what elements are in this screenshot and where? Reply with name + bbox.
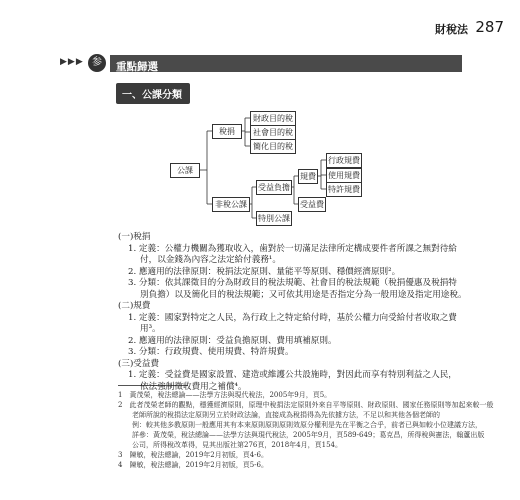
benefit-node: 受益負擔 [256,180,292,195]
footnote: 詳參：黃茂榮，稅法總論——法學方法與現代稅法，2005年9月，頁589-649；葛克昌，所得稅與憲法，翰蘆出版 [118,431,485,439]
benefit-charge-node: 受益費 [298,197,326,212]
fee-child-admin: 行政規費 [326,153,362,168]
arrows-icon: ▶▶▶ [60,57,84,67]
section-item: 付，以金錢為內容之法定給付義務¹。 [140,255,281,265]
section-item: 1. 定義：受益費是國家設置、建造或維護公共設施時，對因此而享有特別利益之人民， [128,370,457,380]
footnote: 4 陳敏，稅法總論，2019年2月初版，頁5-6。 [118,461,268,469]
section-item: 2. 應適用的法律原則：稅捐法定原則、量能平等原則、穩價經濟原則²。 [128,266,401,277]
footnote: 公司，所得稅改革得，見其出版社第276頁，2018年4月，頁154。 [118,441,342,449]
page-number: 287 [475,18,504,36]
tax-child-simplified: 簡化目的稅 [250,139,296,154]
section-item: 1. 定義：國家對特定之人民，為行政上之特定給付時，基於公權力向受給付者收取之費 [128,312,457,323]
footnote: 3 陳敏，稅法總論，2019年2月初版，頁4-6。 [118,451,268,459]
section-heading: (一)稅捐 [118,232,151,242]
nontax-node: 非稅公課 [212,197,250,212]
section-item: 3. 分類：行政規費、使用規費、特許規費。 [128,347,294,357]
footnote: 老師所說的稅捐法定原則另立於財政法論，直接成為稅捐得為先依據方法，不足以和其他各個老師的 [118,411,440,419]
footnote: 2 此者茂榮老師的觀點，穩獲經濟原則，原理中稅捐法定原則外來自平等原則、財政原則、國家任務原則等加起來較一般 [118,401,494,409]
seal-icon: 参 [88,54,106,72]
banner-title: 重點歸選 [116,61,158,73]
fee-child-license: 特許規費 [326,182,362,197]
footnote: 1 黃茂榮，稅法總論——法學方法與現代稅法，2005年9月，頁5。 [118,391,332,399]
section-item: 依法強制徵收費用之補償⁴。 [140,381,247,392]
fee-child-use: 使用規費 [326,168,362,183]
chapter-title: 財稅法 [435,23,468,36]
section-item: 3. 分類：依其課徵目的分為財政目的稅法規範、社會目的稅法規範（稅捐優惠及稅捐特 [128,278,457,288]
section-heading: (二)規費 [118,301,151,311]
root-node: 公課 [170,163,200,178]
tax-child-fiscal: 財政目的稅 [250,111,296,126]
tax-child-social: 社會目的稅 [250,125,296,140]
section-item: 2. 應適用的法律原則：受益負擔原則、費用填補原則。 [128,335,337,346]
section-tag: 一、公課分類 [116,83,190,104]
tax-node: 稅捐 [212,124,242,139]
section-item: 別負擔）以及簡化目的稅法規範；又可依其用途是否指定分為一般用途及指定用途稅。 [140,289,467,300]
section-heading: (三)受益費 [118,358,160,369]
footnote: 例：較其他多教原則一般應用其有本來原則原則原則效原分權利是先在平衡之合乎，前者已與如較小位建議方法， [118,421,482,429]
fees-node: 規費 [298,169,318,184]
section-item: 1. 定義：公權力機關為獲取收入，歯對於一切滿足法律所定構成要件者所課之無對待給 [128,243,457,254]
special-node: 特別公課 [256,211,292,226]
section-item: 用³。 [140,324,161,334]
